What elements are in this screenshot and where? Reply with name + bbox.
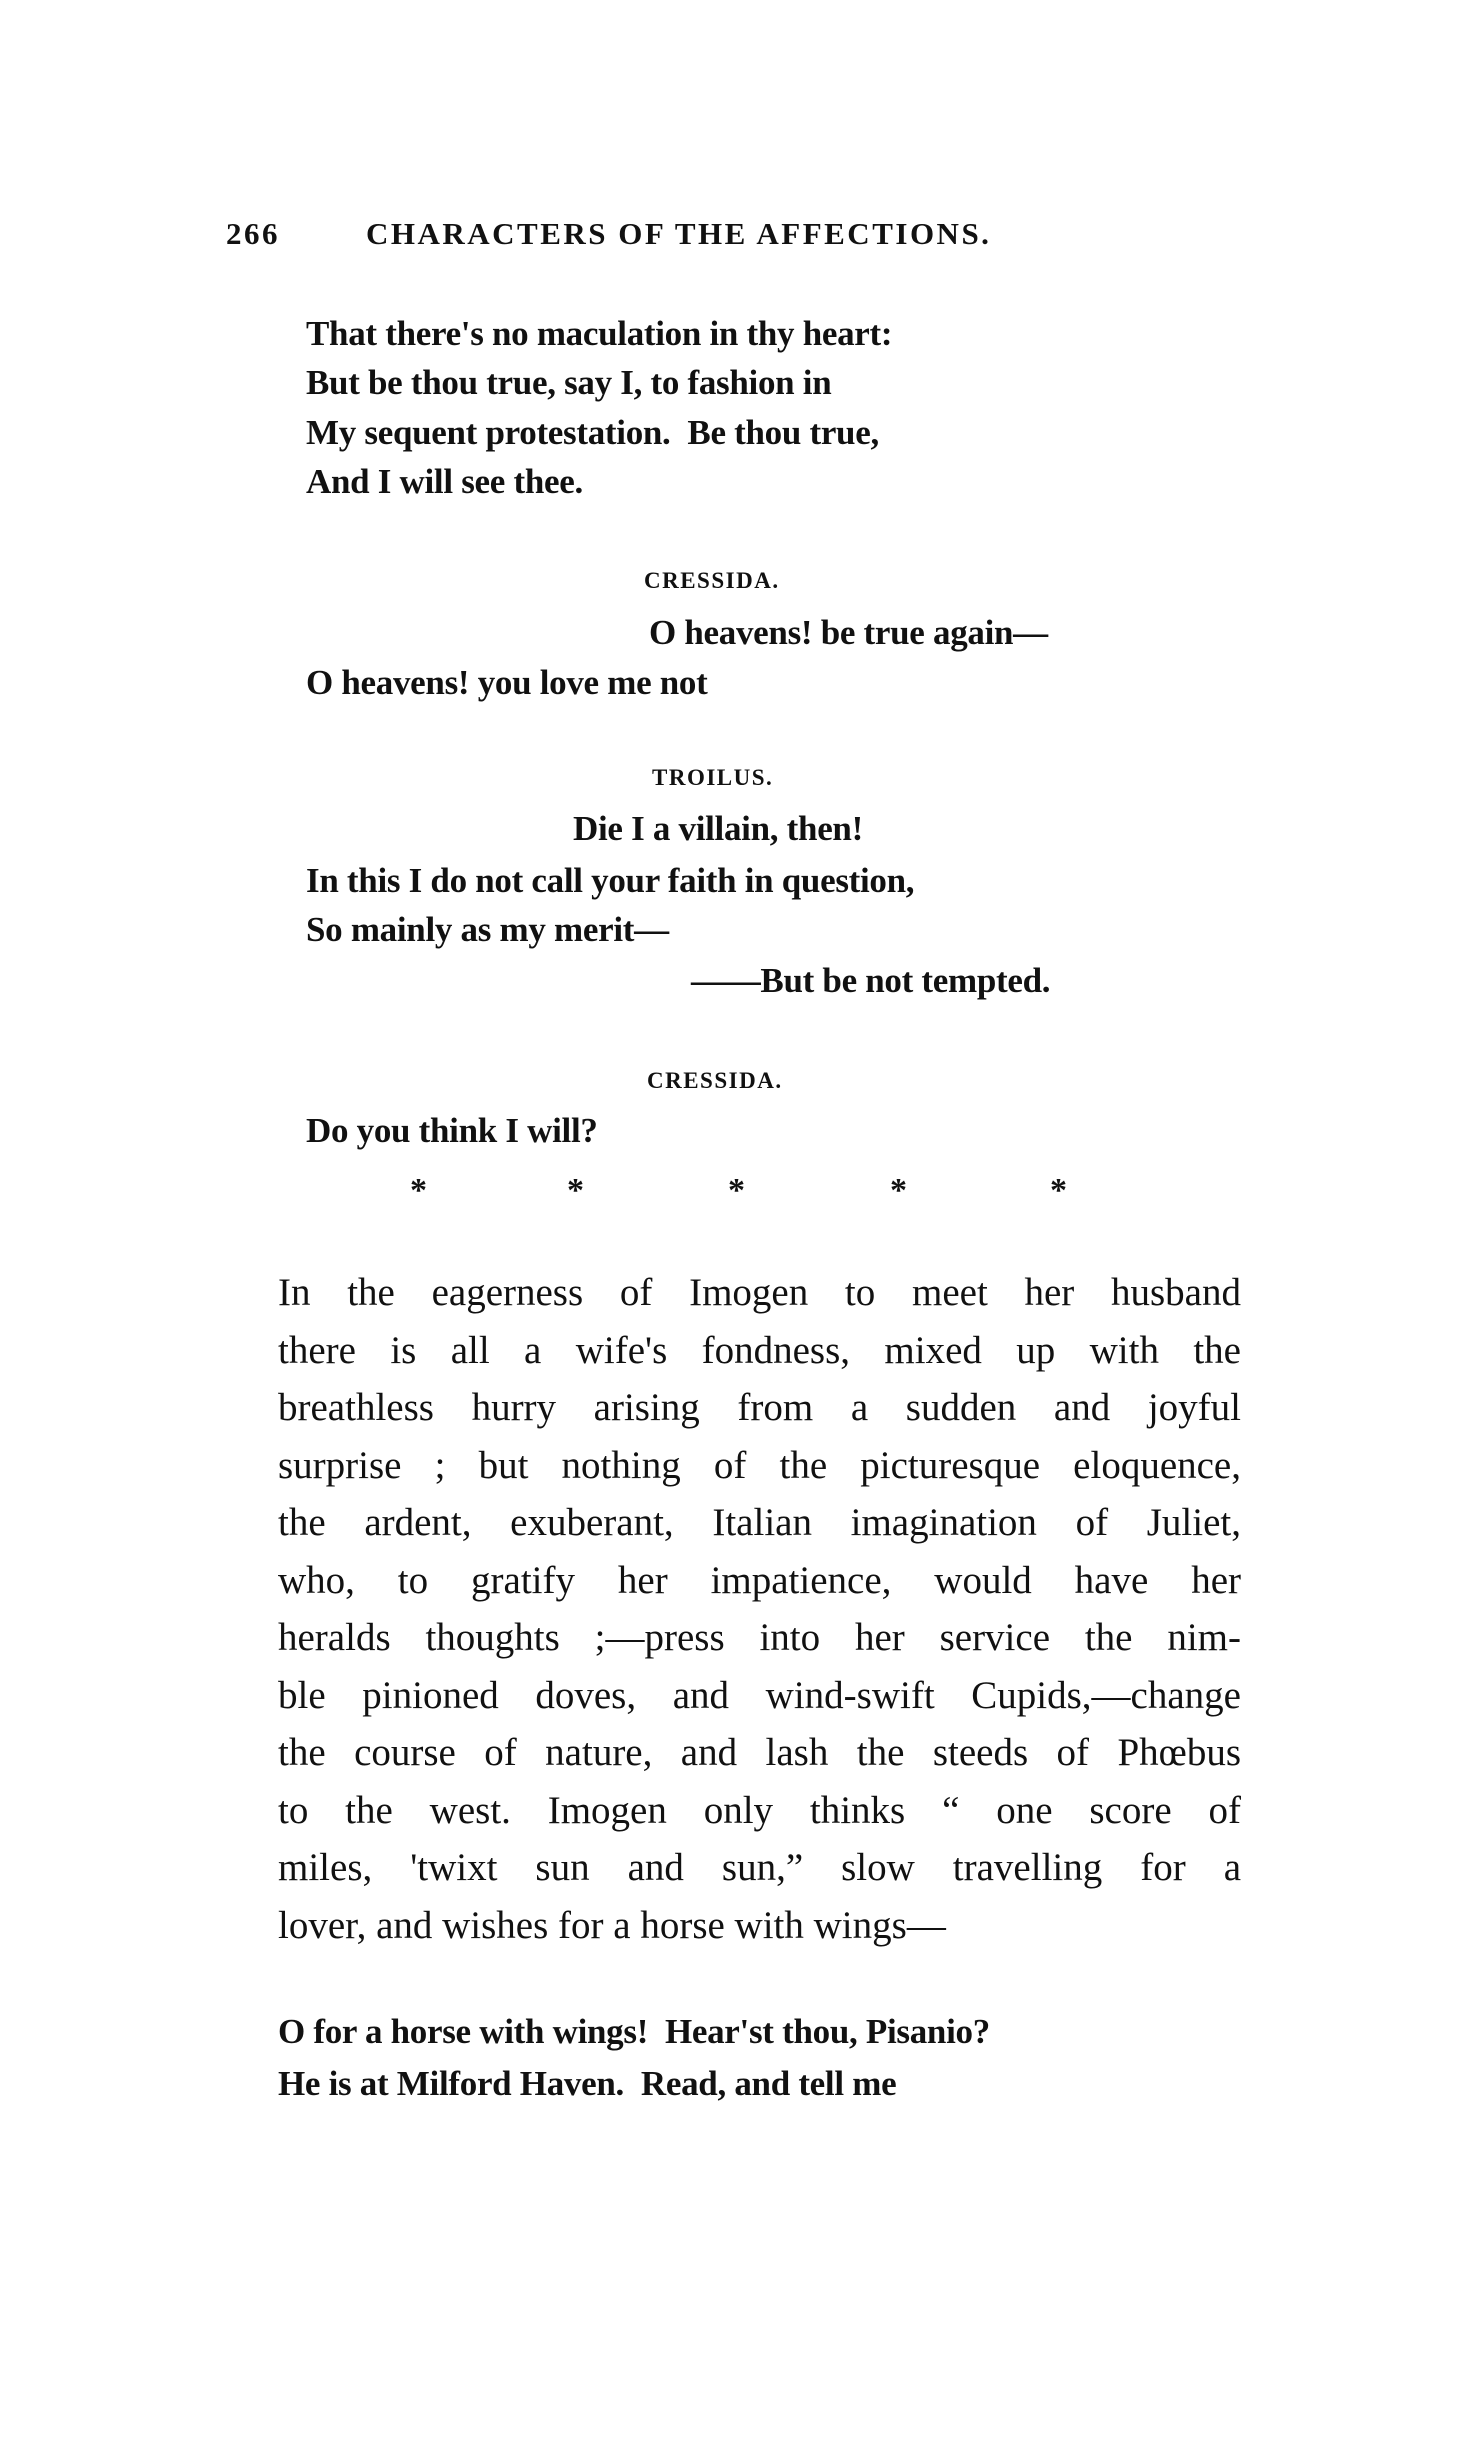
verse-line: O heavens! be true again— (649, 613, 1048, 652)
running-title: CHARACTERS OF THE AFFECTIONS. (366, 216, 992, 251)
asterism-star: * (567, 1172, 584, 1209)
verse-line: In this I do not call your faith in question, (306, 861, 915, 900)
prose-line: In the eagerness of Imogen to meet her husband (278, 1271, 1241, 1314)
asterism-star: * (890, 1172, 907, 1209)
verse-line: Do you think I will? (306, 1111, 598, 1150)
prose-line: breathless hurry arising from a sudden and joyful (278, 1386, 1241, 1429)
prose-line: there is all a wife's fondness, mixed up with the (278, 1328, 1241, 1372)
verse-line: My sequent protestation. Be thou true, (306, 413, 879, 452)
asterism-star: * (410, 1172, 427, 1209)
prose-line: surprise ; but nothing of the picturesque eloquence, (278, 1443, 1241, 1487)
verse-line: O for a horse with wings! Hear'st thou, Pisanio? (278, 2012, 990, 2051)
page-number: 266 (226, 216, 280, 251)
verse-line: Die I a villain, then! (573, 809, 863, 848)
verse-line: O heavens! you love me not (306, 663, 708, 702)
prose-line: heralds thoughts ;—press into her service the nim- (278, 1616, 1241, 1659)
prose-line: to the west. Imogen only thinks “ one score of (278, 1788, 1241, 1832)
verse-line: ——But be not tempted. (691, 961, 1051, 1000)
speaker-name: CRESSIDA. (644, 568, 780, 593)
verse-line: But be thou true, say I, to fashion in (306, 363, 832, 402)
asterism-star: * (1050, 1172, 1067, 1209)
speaker-name: TROILUS. (652, 765, 774, 790)
prose-line: miles, 'twixt sun and sun,” slow travelling for a (278, 1846, 1241, 1889)
prose-paragraph (278, 1264, 1241, 1954)
verse-line: He is at Milford Haven. Read, and tell me (278, 2064, 897, 2103)
prose-line: who, to gratify her impatience, would have her (278, 1558, 1241, 1602)
prose-line: lover, and wishes for a horse with wings— (278, 1903, 946, 1947)
prose-line: the ardent, exuberant, Italian imagination of Juliet, (278, 1501, 1241, 1544)
prose-line: ble pinioned doves, and wind-swift Cupids,—change (278, 1673, 1241, 1717)
prose-line: the course of nature, and lash the steeds of Phœbus (278, 1731, 1241, 1774)
speaker-name: CRESSIDA. (647, 1068, 783, 1093)
verse-line: So mainly as my merit— (306, 910, 669, 949)
asterism-star: * (728, 1172, 745, 1209)
verse-line: And I will see thee. (306, 462, 583, 501)
verse-line: That there's no maculation in thy heart: (306, 314, 893, 353)
